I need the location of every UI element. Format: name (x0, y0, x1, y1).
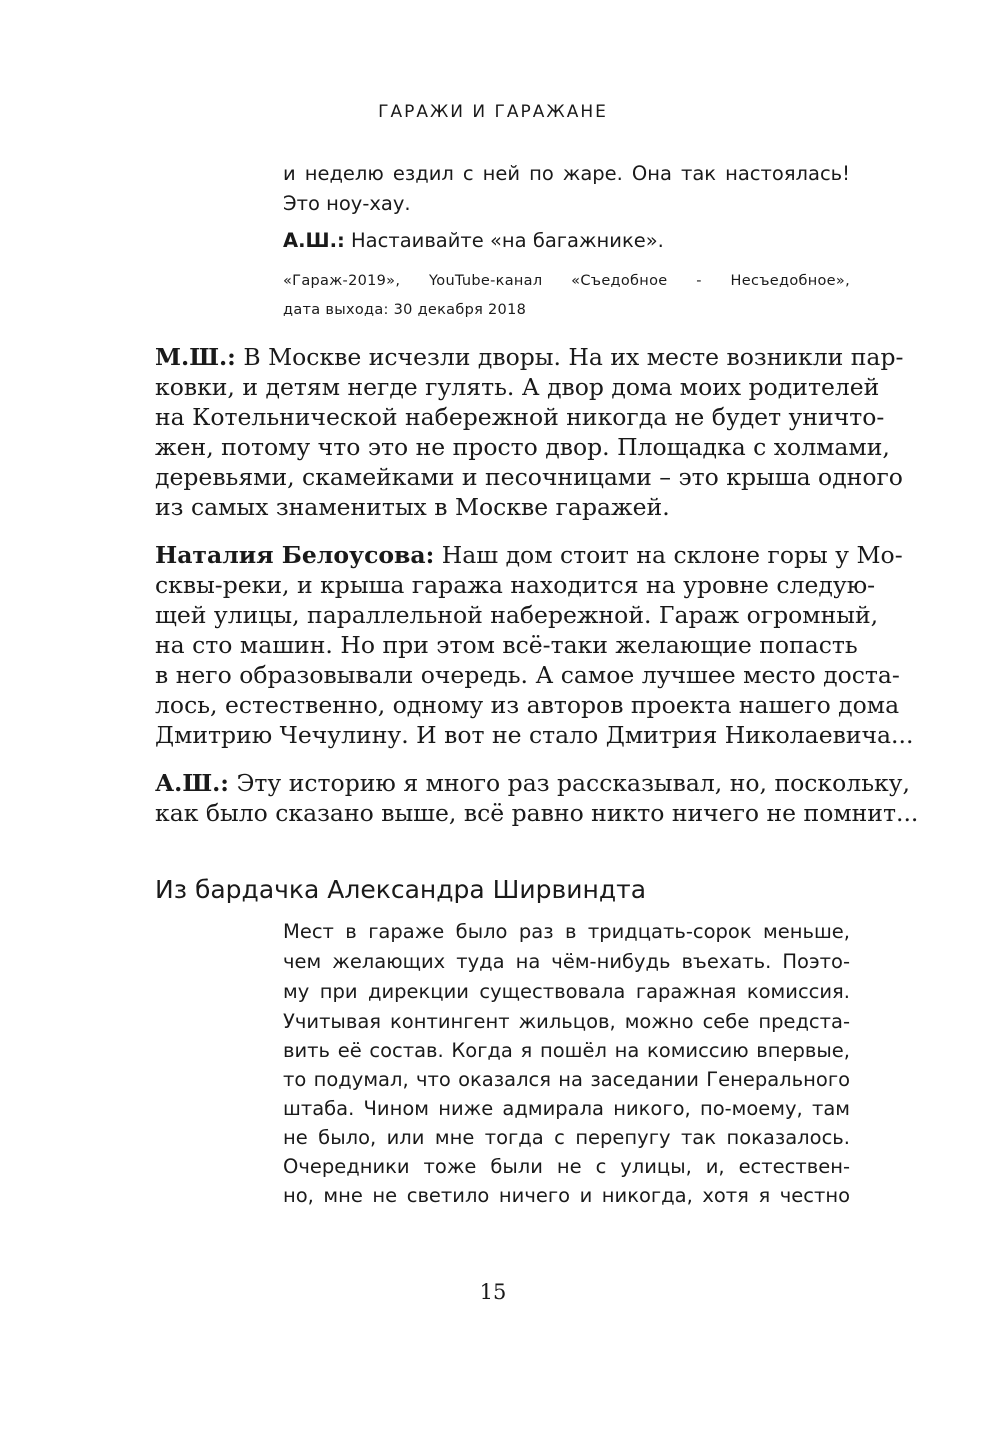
speaker-label: М.Ш.: (155, 343, 236, 371)
paragraph-line: ковки, и детям негде гулять. А двор дома моих родителей (155, 373, 880, 401)
paragraph-line: лось, естественно, одному из авторов проекта нашего дома (155, 691, 900, 719)
paragraph-first-line (155, 769, 910, 797)
paragraph-line: из самых знаменитых в Москве гаражей. (155, 493, 670, 521)
speaker-label: А.Ш.: (155, 769, 229, 797)
paragraph-line: на сто машин. Но при этом всё-таки желающие попасть (155, 631, 858, 659)
paragraph-line: как было сказано выше, всё равно никто ничего не помнит... (155, 799, 919, 827)
paragraph-text: Наш дом стоит на склоне горы у Мо- (434, 541, 903, 569)
paragraph-line: щей улицы, параллельной набережной. Гараж огромный, (155, 601, 879, 629)
paragraph-line: деревьями, скамейками и песочницами – это крыша одного (155, 463, 903, 491)
section-line: но, мне не светило ничего и никогда, хотя я честно (283, 1184, 850, 1207)
section-line: Учитывая контингент жильцов, можно себе предста- (283, 1010, 850, 1033)
paragraph-first-line (155, 541, 903, 569)
quote-line: Это ноу-хау. (283, 192, 411, 215)
paragraph-line: жен, потому что это не просто двор. Площадка с холмами, (155, 433, 890, 461)
paragraph-line: сквы-реки, и крыша гаража находится на уровне следую- (155, 571, 876, 599)
section-line: чем желающих туда на чём-нибудь въехать. Поэто- (283, 950, 850, 973)
source-line: «Гараж-2019», YouTube-канал «Съедобное - Несъедобное», (283, 273, 850, 289)
section-line: то подумал, что оказался на заседании Генерального (283, 1068, 850, 1091)
paragraph-text: Эту историю я много раз рассказывал, но, поскольку, (228, 769, 910, 797)
paragraph-text: В Москве исчезли дворы. На их месте возникли пар- (235, 343, 904, 371)
paragraph-line: в него образовывали очередь. А самое лучшее место доста- (155, 661, 900, 689)
speaker-label: А.Ш.: (283, 229, 345, 252)
section-heading: Из бардачка Александра Ширвиндта (155, 875, 647, 904)
section-line: му при дирекции существовала гаражная комиссия. (283, 980, 850, 1003)
section-line: Очередники тоже были не с улицы, и, естествен- (283, 1155, 850, 1178)
quote-text: Настаивайте «на багажнике». (351, 229, 664, 252)
paragraph-line: на Котельнической набережной никогда не будет уничто- (155, 403, 885, 431)
section-line: не было, или мне тогда с перепугу так показалось. (283, 1126, 850, 1149)
section-line: вить её состав. Когда я пошёл на комиссию впервые, (283, 1039, 850, 1062)
page-number: 15 (479, 1280, 507, 1304)
paragraph-line: Дмитрию Чечулину. И вот не стало Дмитрия Николаевича... (155, 721, 914, 749)
quote-speaker-line (283, 229, 664, 252)
quote-line: и неделю ездил с ней по жаре. Она так настоялась! (283, 162, 850, 185)
section-line: штаба. Чином ниже адмирала никого, по-моему, там (283, 1097, 850, 1120)
source-line: дата выхода: 30 декабря 2018 (283, 302, 527, 318)
section-line: Мест в гараже было раз в тридцать-сорок меньше, (283, 920, 850, 943)
speaker-label: Наталия Белоусова: (155, 541, 435, 569)
running-header: ГАРАЖИ И ГАРАЖАНЕ (378, 102, 608, 122)
paragraph-first-line (155, 343, 904, 371)
